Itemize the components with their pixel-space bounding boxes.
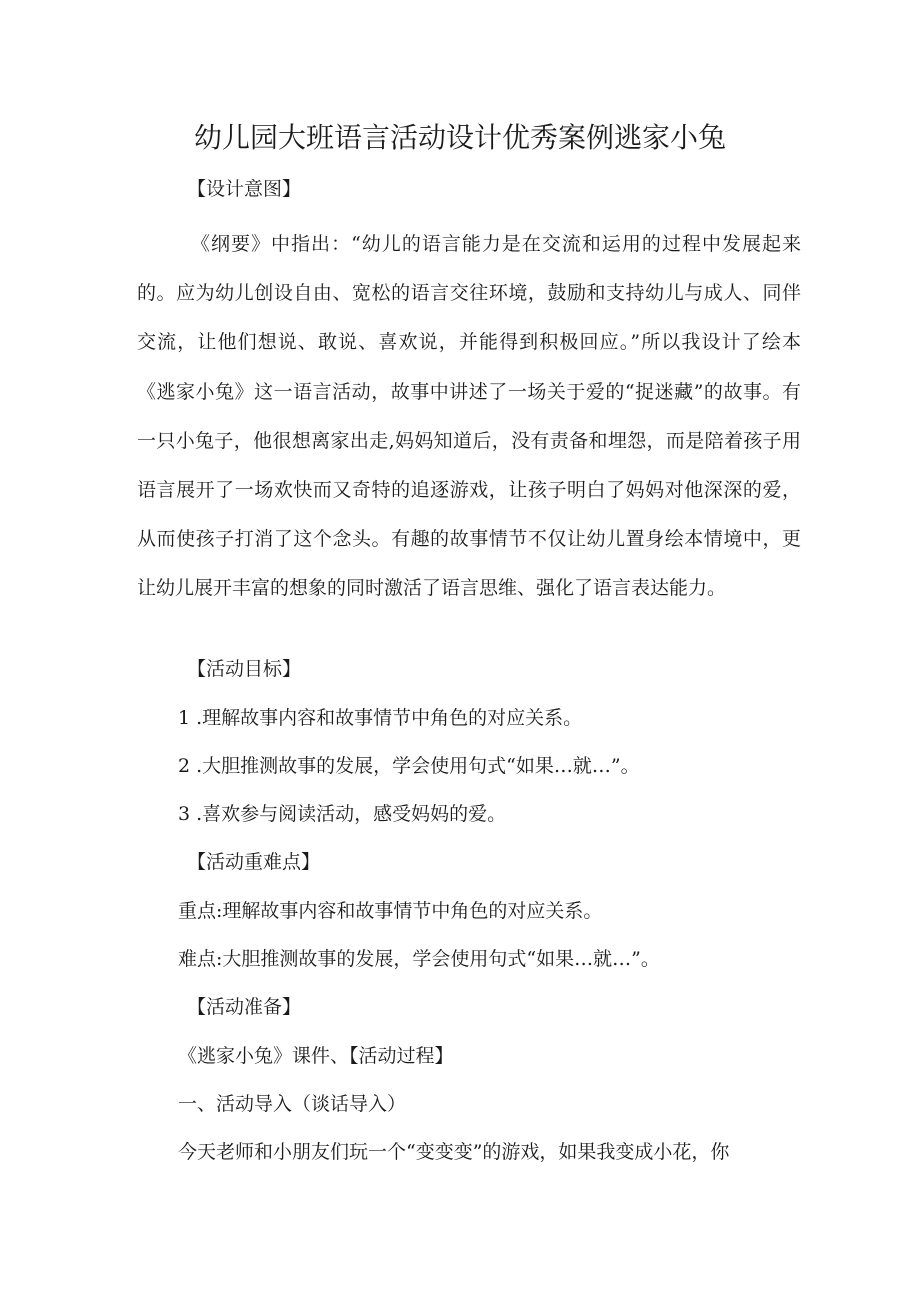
preparation-text: 《逃家小兔》课件、【活动过程】 bbox=[178, 1045, 454, 1067]
key-point-focus: 重点:理解故事内容和故事情节中角色的对应关系。 bbox=[178, 900, 603, 922]
process-step1-heading: 一、活动导入（谈话导入） bbox=[178, 1093, 407, 1115]
preparation-heading: 【活动准备】 bbox=[187, 996, 302, 1018]
goal-item-1: 1 .理解故事内容和故事情节中角色的对应关系。 bbox=[178, 707, 583, 729]
key-points-heading: 【活动重难点】 bbox=[187, 851, 321, 873]
design-intent-heading: 【设计意图】 bbox=[187, 178, 302, 200]
design-intent-paragraph: 《纲要》中指出：“幼儿的语言能力是在交流和运用的过程中发展起来的。应为幼儿创设自由、宽松的语言交往环境，鼓励和支持幼儿与成人、同伴交流，让他们想说、敢说、喜欢说，并能得到积极回应。”所以我设计了绘本《逃家小兔》这一语言活动，故事中讲述了一场关于爱的“捉迷藏”的故事。有一只小兔子，他很想离家出走,妈妈知道后，没有责备和埋怨，而是陪着孩子用语言展开了一场欢快而又奇特的追逐游戏，让孩子明白了妈妈对他深深的爱，从而使孩子打消了这个念头。有趣的故事情节不仅让幼儿置身绘本情境中，更让幼儿展开丰富的想象的同时激活了语言思维、强化了语言表达能力。 bbox=[137, 233, 801, 600]
goal-item-3: 3 .喜欢参与阅读活动，感受妈妈的爱。 bbox=[178, 803, 507, 825]
key-point-difficulty: 难点:大胆推测故事的发展，学会使用句式“如果…就…”。 bbox=[178, 948, 660, 970]
process-step1-text: 今天老师和小朋友们玩一个“变变变”的游戏，如果我变成小花，你 bbox=[178, 1141, 730, 1163]
document-title: 幼儿园大班语言活动设计优秀案例逃家小兔 bbox=[193, 121, 726, 154]
goal-item-2: 2 .大胆推测故事的发展，学会使用句式“如果…就…”。 bbox=[178, 755, 640, 777]
goals-heading: 【活动目标】 bbox=[187, 658, 302, 680]
